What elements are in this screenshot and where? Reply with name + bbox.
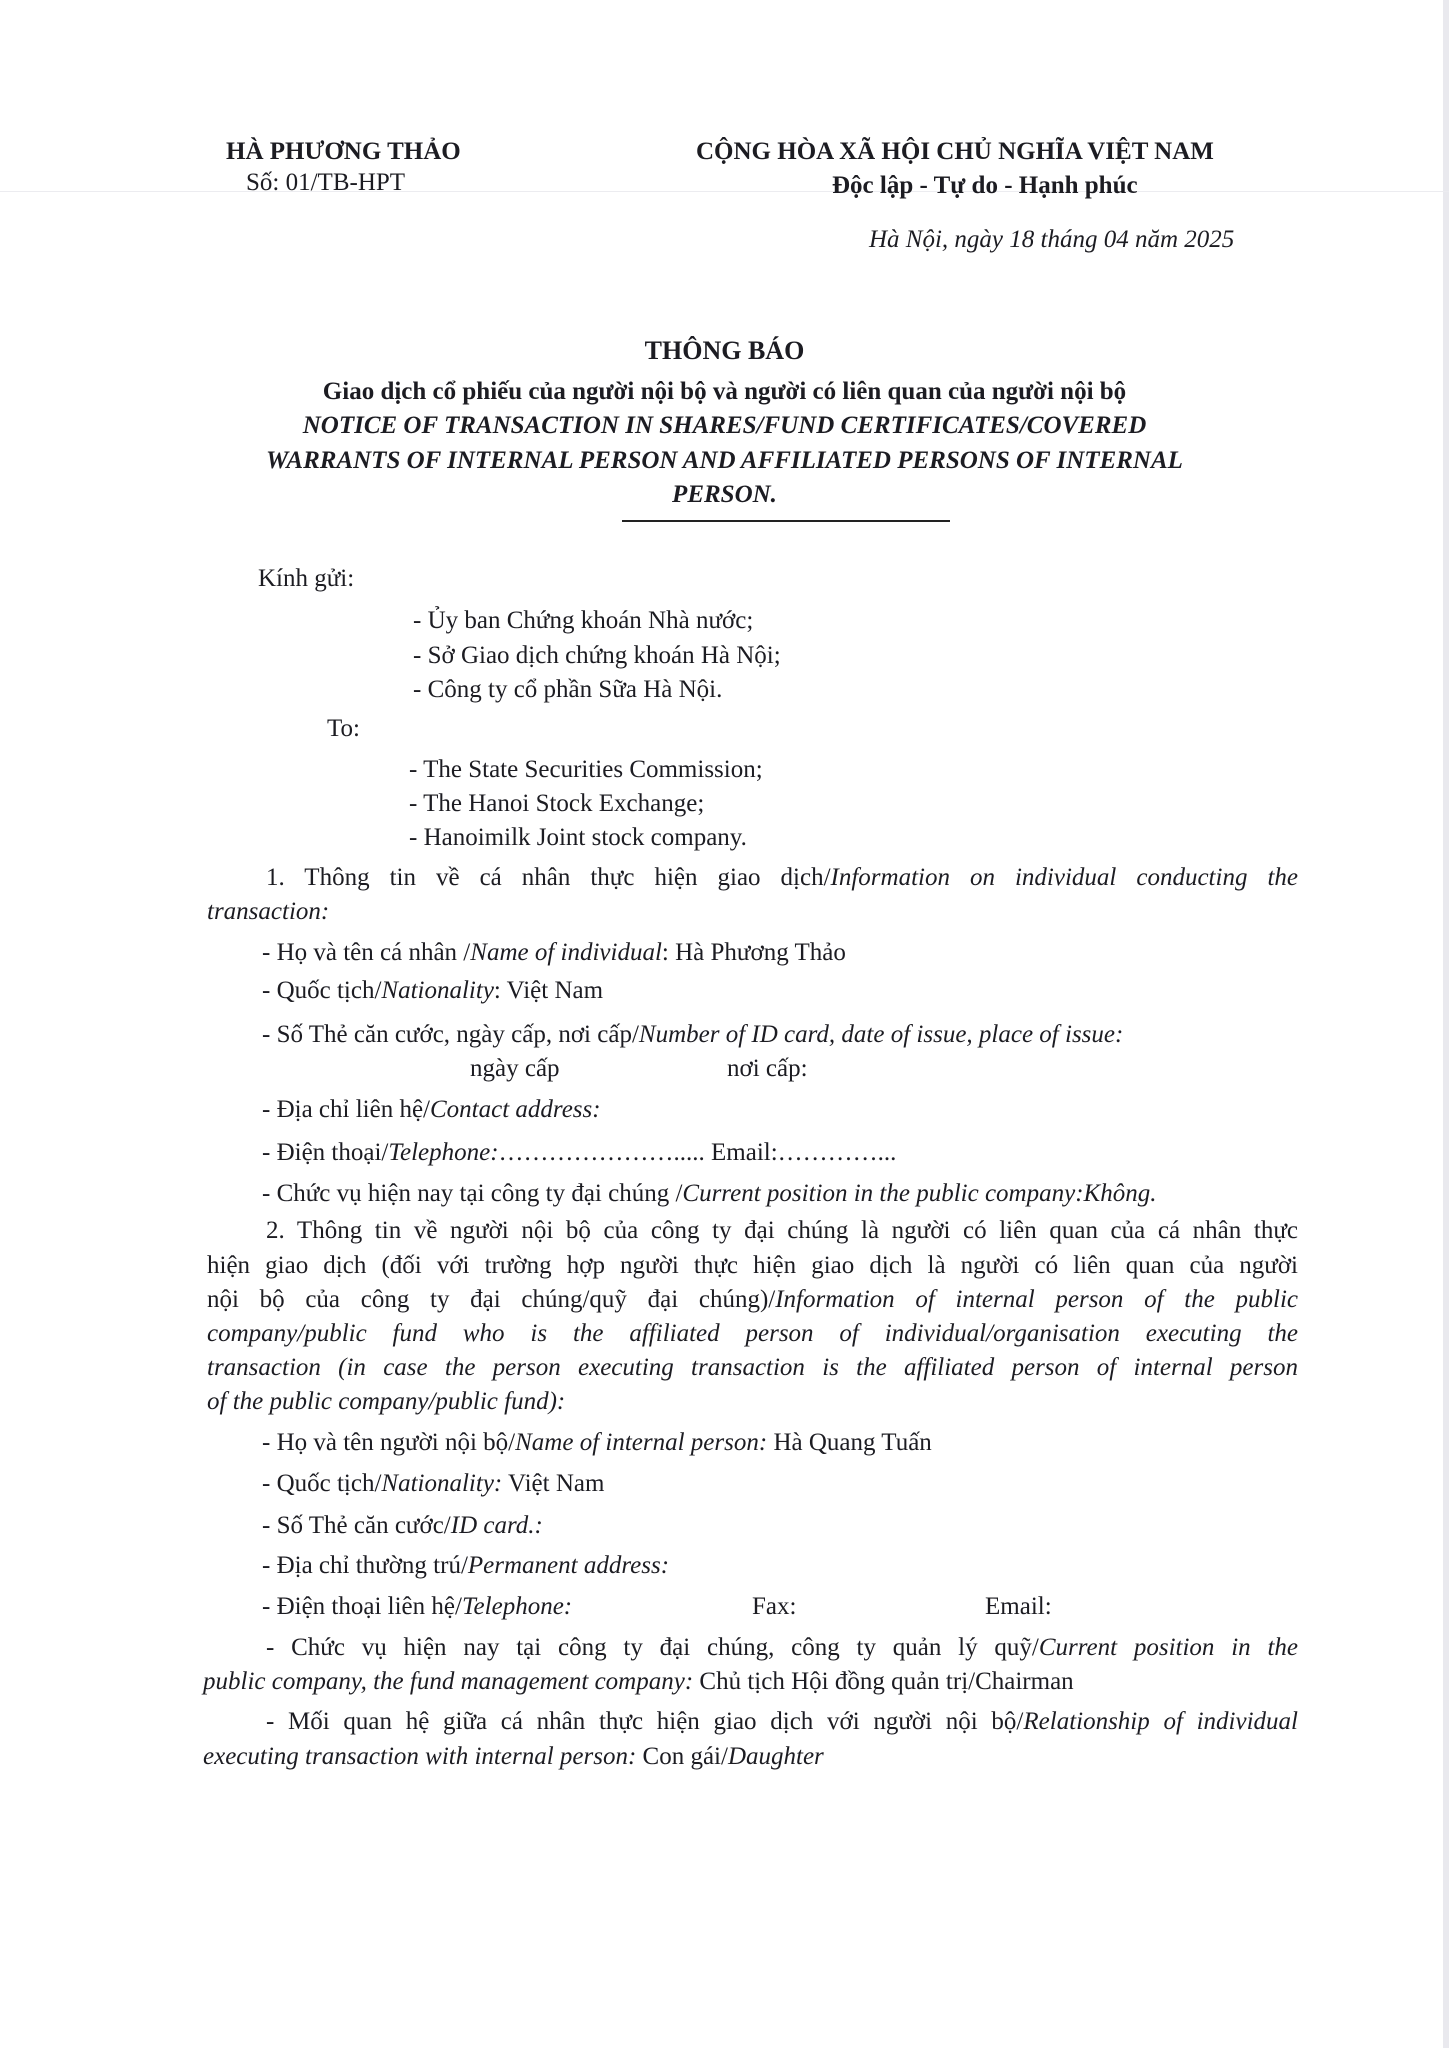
s2-phone-field: - Điện thoại liên hệ/Telephone: (262, 1593, 573, 1620)
title-underline (622, 520, 950, 522)
s2-position-line-2: public company, the fund management company: Chủ tịch Hội đồng quản trị/Chairman (203, 1668, 1074, 1695)
document-title: THÔNG BÁO (644, 336, 805, 365)
recipient-en-1: - The State Securities Commission; (409, 756, 763, 783)
date-line: Hà Nội, ngày 18 tháng 04 năm 2025 (869, 226, 1235, 253)
s2-address-field: - Địa chỉ thường trú/Permanent address: (262, 1552, 670, 1579)
s2-intro-line-2: hiện giao dịch (đối với trường hợp người thực hiện giao dịch là người có liên quan của người (207, 1252, 1298, 1279)
s2-relationship-line-2: executing transaction with internal person: Con gái/Daughter (203, 1743, 824, 1770)
s1-nationality-field: - Quốc tịch/Nationality: Việt Nam (262, 977, 604, 1004)
scan-artifact-line (0, 191, 1449, 192)
section1-heading-cont: transaction: (207, 898, 330, 925)
s2-intro-line-4: company/public fund who is the affiliated person of individual/organisation executing the (207, 1320, 1298, 1347)
recipient-vi-2: - Sở Giao dịch chứng khoán Hà Nội; (413, 642, 781, 669)
s2-position-line-1: - Chức vụ hiện nay tại công ty đại chúng, công ty quản lý quỹ/Current position in the (266, 1634, 1298, 1661)
s1-phone-field: - Điện thoại/Telephone:…………………..... Email:…………... (262, 1139, 897, 1166)
subtitle-vietnamese: Giao dịch cổ phiếu của người nội bộ và người có liên quan của người nội bộ (322, 378, 1127, 405)
recipient-vi-3: - Công ty cổ phần Sữa Hà Nội. (413, 676, 723, 703)
recipient-vi-1: - Ủy ban Chứng khoán Nhà nước; (413, 607, 754, 634)
recipient-en-3: - Hanoimilk Joint stock company. (409, 824, 747, 851)
s2-id-field: - Số Thẻ căn cước/ID card.: (262, 1512, 543, 1539)
recipient-en-2: - The Hanoi Stock Exchange; (409, 790, 705, 817)
subtitle-english-line-1: NOTICE OF TRANSACTION IN SHARES/FUND CERTIFICATES/COVERED (302, 412, 1147, 439)
s1-position-field: - Chức vụ hiện nay tại công ty đại chúng /Current position in the public company:Không. (262, 1180, 1157, 1207)
recipients-label-en: To: (327, 715, 360, 742)
s2-nationality-field: - Quốc tịch/Nationality: Việt Nam (262, 1470, 605, 1497)
s1-address-field: - Địa chỉ liên hệ/Contact address: (262, 1096, 601, 1123)
s1-name-field: - Họ và tên cá nhân /Name of individual: Hà Phương Thảo (262, 939, 846, 966)
issuer-name: HÀ PHƯƠNG THẢO (226, 138, 461, 165)
s2-intro-line-6: of the public company/public fund): (207, 1388, 566, 1415)
recipients-label-vi: Kính gửi: (258, 565, 355, 592)
s2-intro-line-1: 2. Thông tin về người nội bộ của công ty đại chúng là người có liên quan của cá nhân thực (266, 1217, 1298, 1244)
s2-relationship-line-1: - Mối quan hệ giữa cá nhân thực hiện giao dịch với người nội bộ/Relationship of individual (266, 1708, 1298, 1735)
s2-name-field: - Họ và tên người nội bộ/Name of internal person: Hà Quang Tuấn (262, 1429, 932, 1456)
s2-intro-line-3: nội bộ của công ty đại chúng/quỹ đại chúng)/Information of internal person of the public (207, 1286, 1298, 1313)
subtitle-english-line-2: WARRANTS OF INTERNAL PERSON AND AFFILIATED PERSONS OF INTERNAL (266, 447, 1183, 474)
s2-intro-line-5: transaction (in case the person executing transaction is the affiliated person of internal person (207, 1354, 1298, 1381)
national-motto: Độc lập - Tự do - Hạnh phúc (832, 172, 1138, 199)
country-name: CỘNG HÒA XÃ HỘI CHỦ NGHĨA VIỆT NAM (696, 138, 1214, 165)
s1-id-issue-date: ngày cấp (470, 1055, 560, 1082)
document-number: Số: 01/TB-HPT (246, 169, 406, 196)
subtitle-english-line-3: PERSON. (672, 481, 777, 508)
section1-heading: 1. Thông tin về cá nhân thực hiện giao dịch/Information on individual conducting the (266, 864, 1298, 891)
s2-fax-label: Fax: (752, 1593, 797, 1620)
s1-id-field: - Số Thẻ căn cước, ngày cấp, nơi cấp/Number of ID card, date of issue, place of issue: (262, 1021, 1124, 1048)
s1-id-issue-place: nơi cấp: (727, 1055, 808, 1082)
s2-email-label: Email: (985, 1593, 1052, 1620)
scan-edge (1443, 0, 1449, 2048)
